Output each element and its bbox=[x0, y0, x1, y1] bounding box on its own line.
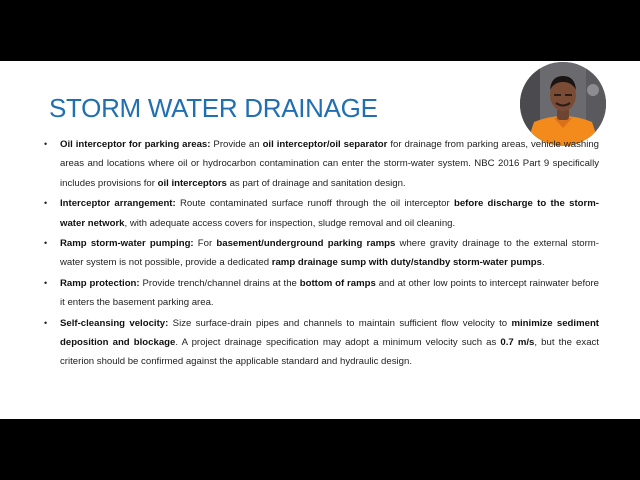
slide-title: STORM WATER DRAINAGE bbox=[49, 93, 378, 123]
bullet-self-cleansing-velocity: • Self-cleansing velocity: Size surface-drain pipes and channels to maintain sufficient flow velocity to minimize sediment deposition and blockage. A project drainage specification may adopt a minimum velocity such as 0.7 m/s, but the exact criterion should be confirmed against the applicable standard and hydraulic design. bbox=[44, 314, 599, 372]
bullet-ramp-pumping: • Ramp storm-water pumping: For basement/underground parking ramps where gravity drainage to the external storm-water system is not possible, provide a dedicated ramp drainage sump with duty/standby storm-water pumps. bbox=[44, 234, 599, 273]
bullet-list bbox=[44, 135, 599, 373]
bullet-interceptor-arrangement: • Interceptor arrangement: Route contaminated surface runoff through the oil interceptor before discharge to the storm-water network, with adequate access covers for inspection, sludge removal and oil cleaning. bbox=[44, 194, 599, 233]
bullet-oil-interceptor: • Oil interceptor for parking areas: Provide an oil interceptor/oil separator for drainage from parking areas, vehicle washing areas and locations where oil or hydrocarbon contamination can enter the storm-water system. NBC 2016 Part 9 specifically includes provisions for oil interceptors as part of drainage and sanitation design. bbox=[44, 135, 599, 193]
bullet-ramp-protection: • Ramp protection: Provide trench/channel drains at the bottom of ramps and at other low points to intercept rainwater before it enters the basement parking area. bbox=[44, 274, 599, 313]
slide bbox=[0, 61, 640, 419]
presenter-video bbox=[520, 62, 606, 146]
presenter-avatar-icon bbox=[520, 62, 606, 146]
